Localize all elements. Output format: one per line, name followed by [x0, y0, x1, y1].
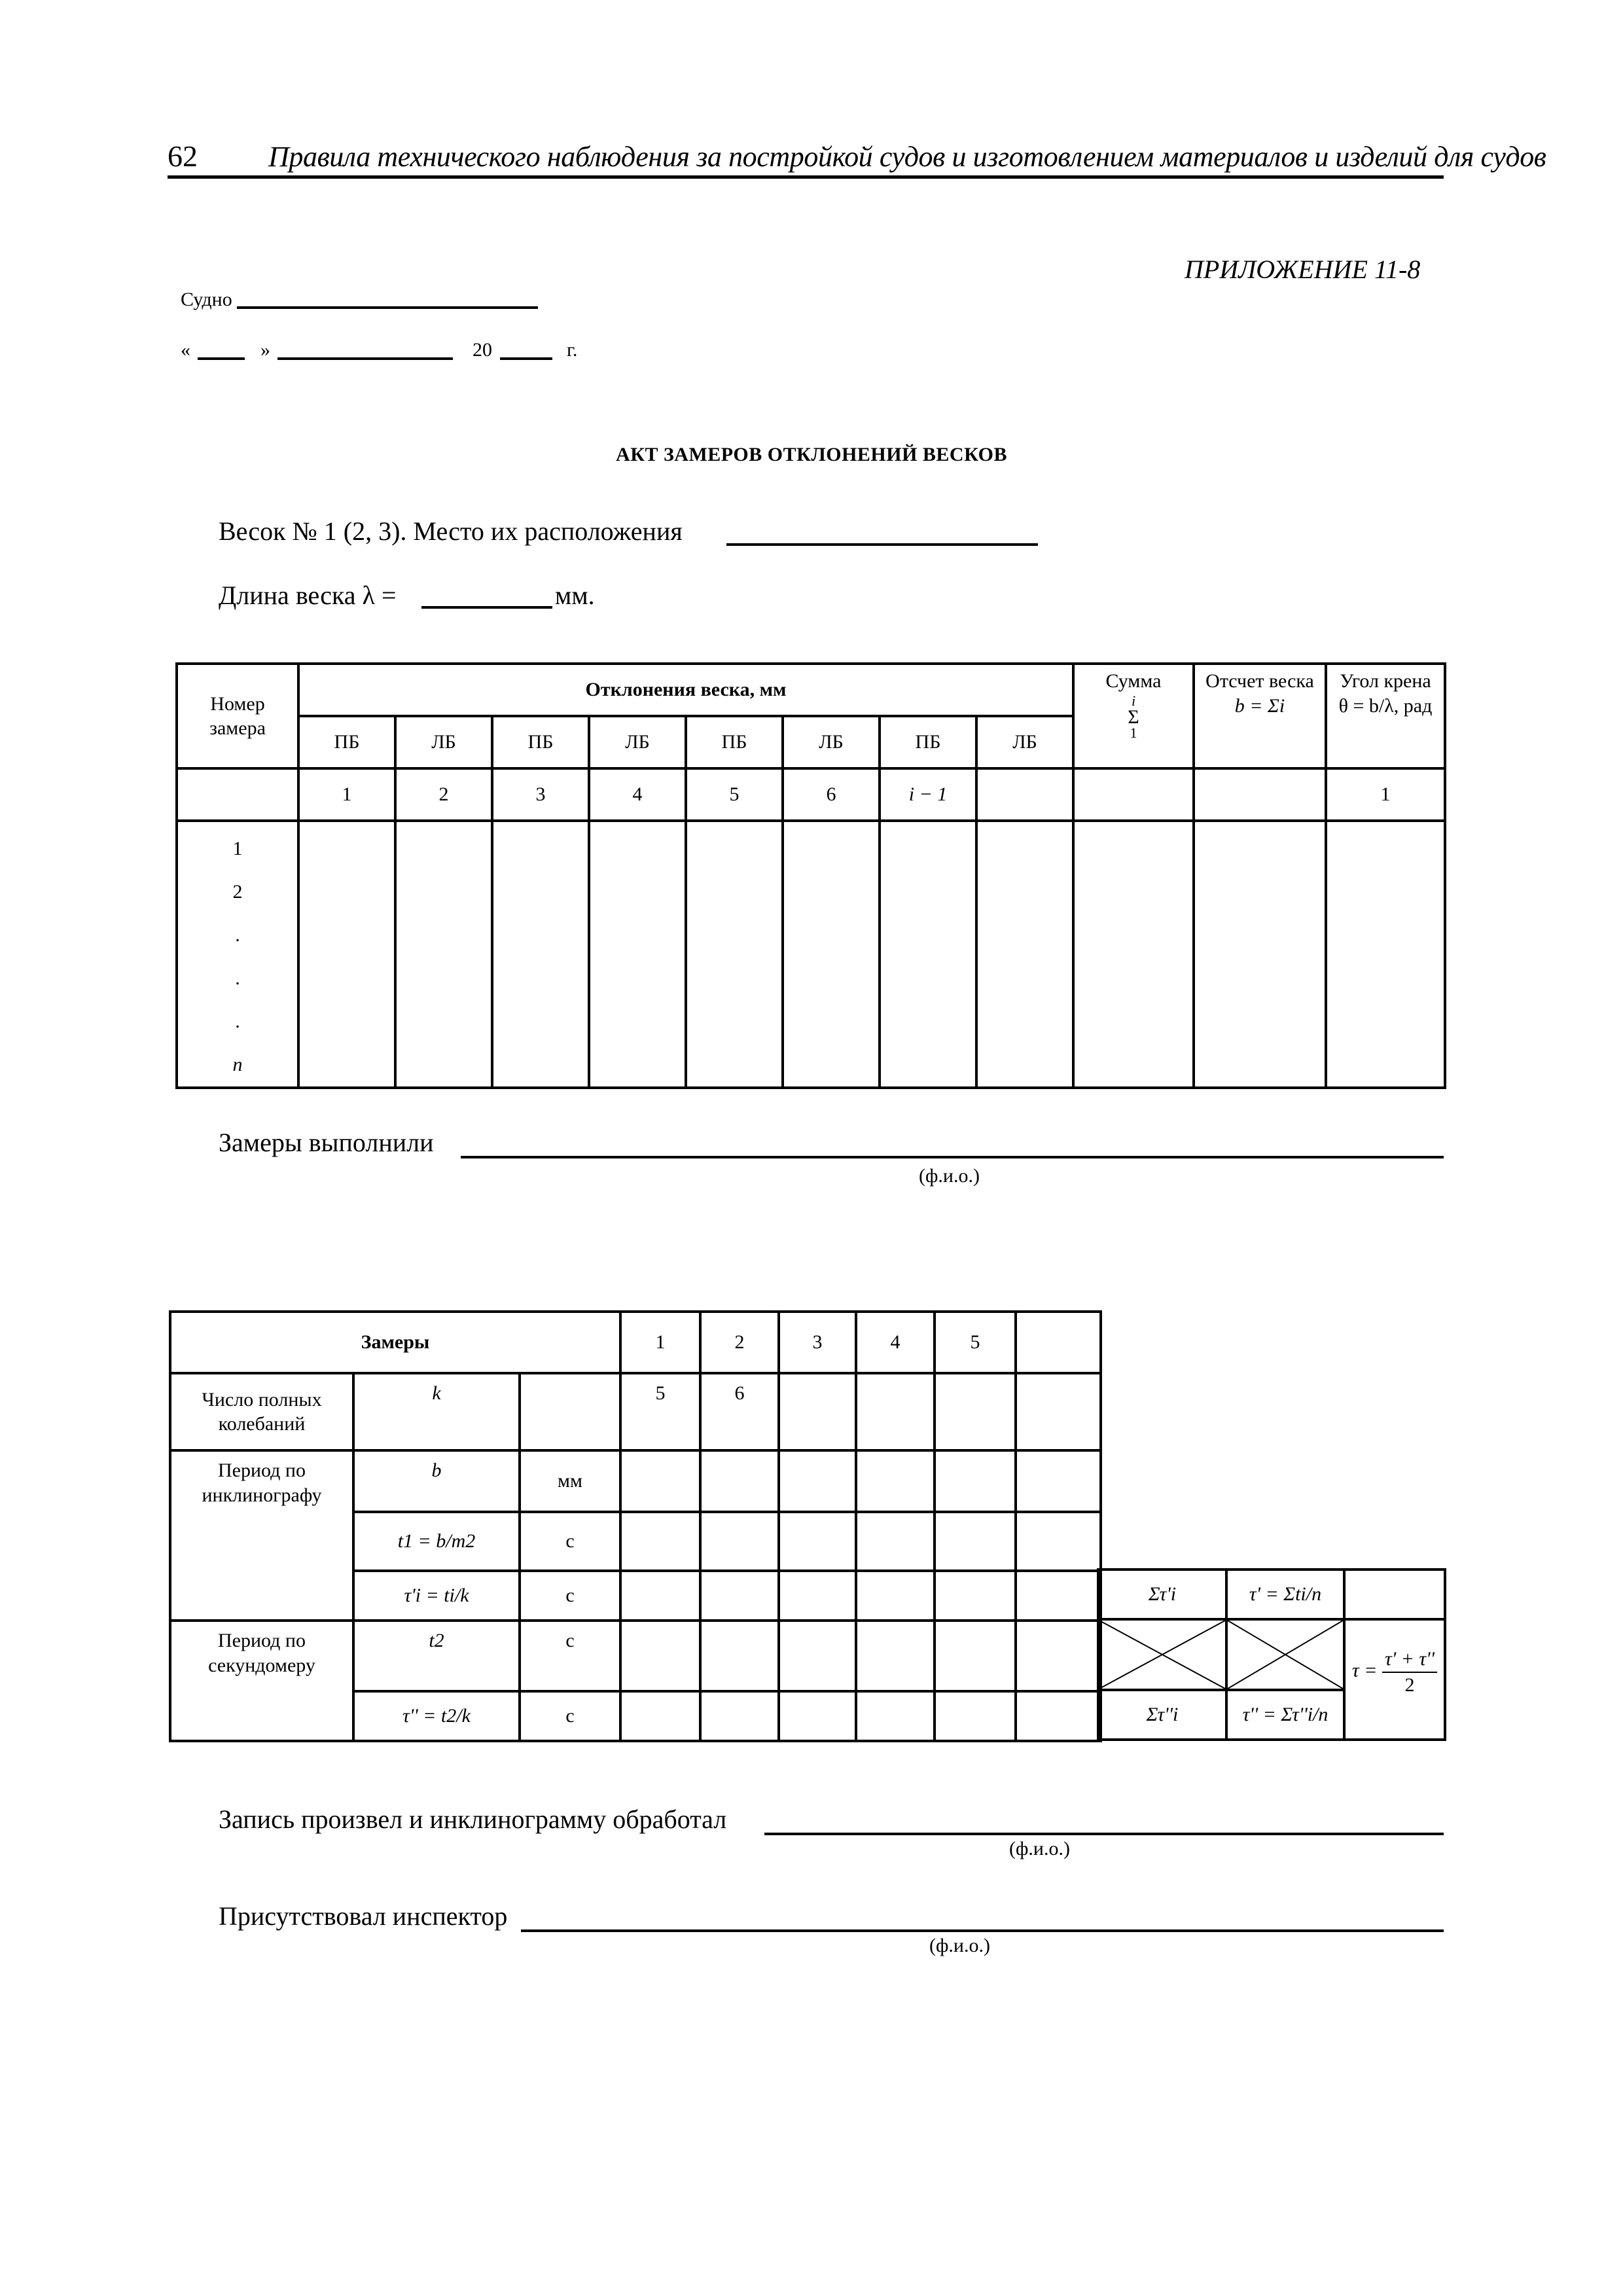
unit-mm: мм: [520, 1450, 620, 1512]
data-cell[interactable]: [700, 1450, 779, 1512]
page-number: 62: [168, 139, 198, 173]
angle-header: Угол крена θ = b/λ, рад: [1326, 664, 1445, 768]
data-cell[interactable]: [700, 1621, 779, 1691]
data-cell[interactable]: [620, 1571, 700, 1621]
plumb-length-input-line[interactable]: [421, 606, 552, 609]
data-cell[interactable]: [935, 1373, 1016, 1450]
stopwatch-label: Период по секундомеру: [170, 1621, 353, 1741]
measurement-col: [1016, 1312, 1101, 1373]
oscillations-value[interactable]: 5: [620, 1373, 700, 1450]
data-cell[interactable]: [779, 1450, 856, 1512]
side-label: ЛБ: [783, 716, 880, 768]
appendix-label: ПРИЛОЖЕНИЕ 11-8: [1185, 255, 1421, 284]
data-cell[interactable]: [976, 821, 1073, 1088]
unit-s: с: [520, 1512, 620, 1571]
data-cell[interactable]: [298, 821, 395, 1088]
deviations-header: Отклонения веска, мм: [298, 664, 1073, 716]
data-cell[interactable]: [589, 821, 686, 1088]
data-cell[interactable]: [935, 1450, 1016, 1512]
data-cell[interactable]: [700, 1691, 779, 1741]
data-cell[interactable]: [1344, 1570, 1445, 1619]
cross-icon: [1228, 1621, 1343, 1689]
ship-label: Судно: [181, 289, 232, 310]
data-cell[interactable]: [1016, 1621, 1101, 1691]
data-cell[interactable]: [935, 1571, 1016, 1621]
summary-table: [1097, 1568, 1446, 1741]
side-label: ЛБ: [589, 716, 686, 768]
processed-by-input-line[interactable]: [764, 1833, 1444, 1835]
month-input-line[interactable]: [277, 357, 453, 360]
index-cell: i − 1: [880, 768, 976, 821]
processed-by-caption: (ф.и.о.): [1009, 1838, 1070, 1859]
data-cell[interactable]: [700, 1512, 779, 1571]
data-cell[interactable]: [856, 1621, 935, 1691]
unit-s: с: [520, 1571, 620, 1621]
symbol-b: b: [353, 1450, 520, 1512]
data-cell[interactable]: [1016, 1373, 1101, 1450]
measured-by-input-line[interactable]: [461, 1156, 1444, 1158]
index-cell-empty: [1073, 768, 1194, 821]
measurements-header: Замеры: [170, 1312, 620, 1373]
data-cell[interactable]: [620, 1691, 700, 1741]
symbol-t1: t1 = b/m2: [353, 1512, 520, 1571]
data-cell[interactable]: [856, 1571, 935, 1621]
plumb-location-label: Весок № 1 (2, 3). Место их расположения: [219, 516, 683, 546]
index-cell: 3: [492, 768, 589, 821]
data-cell[interactable]: [856, 1450, 935, 1512]
measurement-col: 3: [779, 1312, 856, 1373]
crossed-cell: [1226, 1619, 1344, 1690]
year-suffix: г.: [567, 339, 578, 361]
measurement-col: 5: [935, 1312, 1016, 1373]
measurement-col: 1: [620, 1312, 700, 1373]
data-cell[interactable]: [1326, 821, 1445, 1088]
unit-s: с: [520, 1621, 620, 1691]
data-cell[interactable]: [1194, 821, 1326, 1088]
data-cell[interactable]: [779, 1512, 856, 1571]
header-rule: [168, 175, 1444, 179]
date-close-quote: »: [260, 339, 270, 361]
oscillations-label: Число полных колебаний: [170, 1373, 353, 1450]
angle-index-cell: 1: [1326, 768, 1445, 821]
symbol-t2: t2: [353, 1621, 520, 1691]
data-cell[interactable]: [700, 1571, 779, 1621]
data-cell[interactable]: [779, 1571, 856, 1621]
index-cell: 1: [298, 768, 395, 821]
index-cell: 6: [783, 768, 880, 821]
index-cell-empty: [177, 768, 298, 821]
inspector-label: Присутствовал инспектор: [219, 1901, 508, 1931]
side-label: ПБ: [686, 716, 783, 768]
date-open-quote: «: [181, 339, 190, 361]
processed-by-label: Запись произвел и инклинограмму обработал: [219, 1804, 727, 1834]
data-cell[interactable]: [935, 1621, 1016, 1691]
sum-tau1: Στ'i: [1098, 1570, 1226, 1619]
side-label: ЛБ: [976, 716, 1073, 768]
data-cell[interactable]: [856, 1373, 935, 1450]
side-label: ПБ: [880, 716, 976, 768]
data-cell[interactable]: [1016, 1450, 1101, 1512]
oscillation-table: [169, 1310, 1102, 1742]
inspector-input-line[interactable]: [521, 1929, 1444, 1932]
measured-by-label: Замеры выполнили: [219, 1128, 434, 1157]
index-cell: 4: [589, 768, 686, 821]
data-cell[interactable]: [779, 1691, 856, 1741]
measured-by-caption: (ф.и.о.): [919, 1165, 980, 1187]
index-cell-empty: [1194, 768, 1326, 821]
ship-input-line[interactable]: [237, 306, 538, 309]
index-cell: [976, 768, 1073, 821]
sum-tau2: Στ''i: [1098, 1690, 1226, 1740]
day-input-line[interactable]: [198, 357, 245, 360]
data-cell[interactable]: [1016, 1512, 1101, 1571]
data-cell[interactable]: [1073, 821, 1194, 1088]
running-title: Правила технического наблюдения за постройкой судов и изготовлением материалов и изделий для судов: [268, 141, 1546, 173]
data-cell[interactable]: [779, 1373, 856, 1450]
year-prefix: 20: [473, 339, 492, 361]
data-cell[interactable]: [856, 1691, 935, 1741]
side-label: ЛБ: [395, 716, 492, 768]
avg-tau1: τ' = Σti/n: [1226, 1570, 1344, 1619]
tau-formula: τ = $\frac{\tau' + \tau''}{2}$: [1344, 1619, 1445, 1740]
measurement-number-header: Номер замера: [177, 664, 298, 768]
index-cell: 5: [686, 768, 783, 821]
inspector-caption: (ф.и.о.): [929, 1935, 990, 1956]
data-cell[interactable]: [620, 1512, 700, 1571]
data-cell[interactable]: [935, 1512, 1016, 1571]
index-cell: 2: [395, 768, 492, 821]
data-cell[interactable]: [856, 1512, 935, 1571]
unit-s: с: [520, 1691, 620, 1741]
plumb-length-label: Длина веска λ =: [219, 581, 397, 610]
data-cell[interactable]: [1016, 1691, 1101, 1741]
data-cell[interactable]: [686, 821, 783, 1088]
plumb-length-unit: мм.: [555, 581, 595, 610]
sum-header: Сумма i Σ 1: [1073, 664, 1194, 768]
oscillations-symbol: k: [353, 1373, 520, 1450]
oscillations-unit: [520, 1373, 620, 1450]
crossed-cell: [1098, 1619, 1226, 1690]
side-label: ПБ: [492, 716, 589, 768]
data-cell[interactable]: [880, 821, 976, 1088]
symbol-tau1: τ'i = ti/k: [353, 1571, 520, 1621]
data-cell[interactable]: [1016, 1571, 1101, 1621]
data-cell[interactable]: [620, 1450, 700, 1512]
data-cell[interactable]: [783, 821, 880, 1088]
measurement-col: 2: [700, 1312, 779, 1373]
year-input-line[interactable]: [500, 357, 552, 360]
plumb-location-input-line[interactable]: [726, 543, 1038, 546]
cross-icon: [1099, 1621, 1225, 1689]
avg-tau2: τ'' = Στ''i/n: [1226, 1690, 1344, 1740]
measurement-col: 4: [856, 1312, 935, 1373]
side-label: ПБ: [298, 716, 395, 768]
document-title: АКТ ЗАМЕРОВ ОТКЛОНЕНИЙ ВЕСКОВ: [616, 444, 1007, 465]
data-cell[interactable]: [492, 821, 589, 1088]
symbol-tau2: τ'' = t2/k: [353, 1691, 520, 1741]
row-labels: 1 2 . . . n: [177, 821, 298, 1088]
inclinograph-label: Период по инклинографу: [170, 1450, 353, 1621]
data-cell[interactable]: [779, 1621, 856, 1691]
oscillations-value[interactable]: 6: [700, 1373, 779, 1450]
data-cell[interactable]: [395, 821, 492, 1088]
data-cell[interactable]: [935, 1691, 1016, 1741]
reading-header: Отсчет веска b = Σi: [1194, 664, 1326, 768]
deviation-table: [175, 662, 1446, 1089]
data-cell[interactable]: [620, 1621, 700, 1691]
